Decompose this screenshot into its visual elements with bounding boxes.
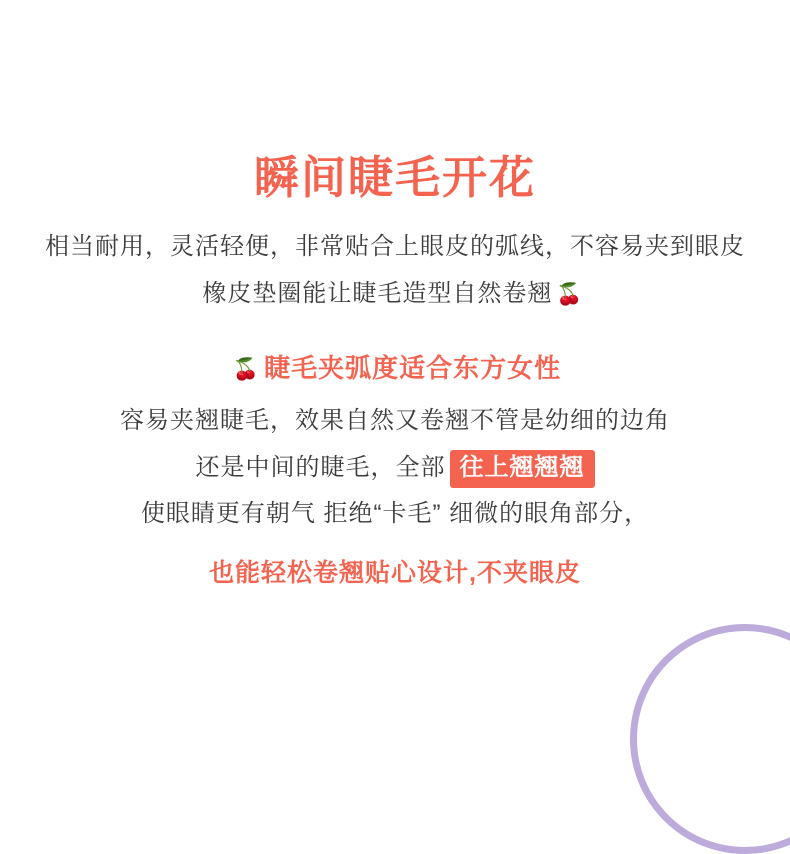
spacer xyxy=(0,318,790,328)
cherry-icon: 🍒 xyxy=(232,358,261,382)
description-line-4 xyxy=(0,445,790,492)
closing-accent-line: 也能轻松卷翘贴心设计,不夹眼皮 xyxy=(209,559,581,588)
highlight-badge: 往上翘翘翘 xyxy=(450,450,595,488)
section-subheading xyxy=(0,342,790,394)
page-title: 瞬间睫毛开花 xyxy=(253,152,536,203)
section-subheading-text: 睫毛夹弧度适合东方女性 xyxy=(264,352,562,383)
description-line-4-prefix: 还是中间的睫毛，全部 xyxy=(195,453,446,481)
decorative-arc-icon xyxy=(630,624,790,854)
cherry-icon: 🍒 xyxy=(556,283,584,307)
description-line-5: 使眼睛更有朝气 拒绝“卡毛” 细微的眼角部分， xyxy=(140,500,650,528)
description-line-1: 相当耐用，灵活轻便，非常贴合上眼皮的弧线，不容易夹到眼皮 xyxy=(45,233,745,261)
description-line-3: 容易夹翘睫毛，效果自然又卷翘不管是幼细的边角 xyxy=(120,406,670,434)
description-line-2 xyxy=(0,271,790,318)
description-line-2-text: 橡皮垫圈能让睫毛造型自然卷翘 xyxy=(202,280,553,308)
